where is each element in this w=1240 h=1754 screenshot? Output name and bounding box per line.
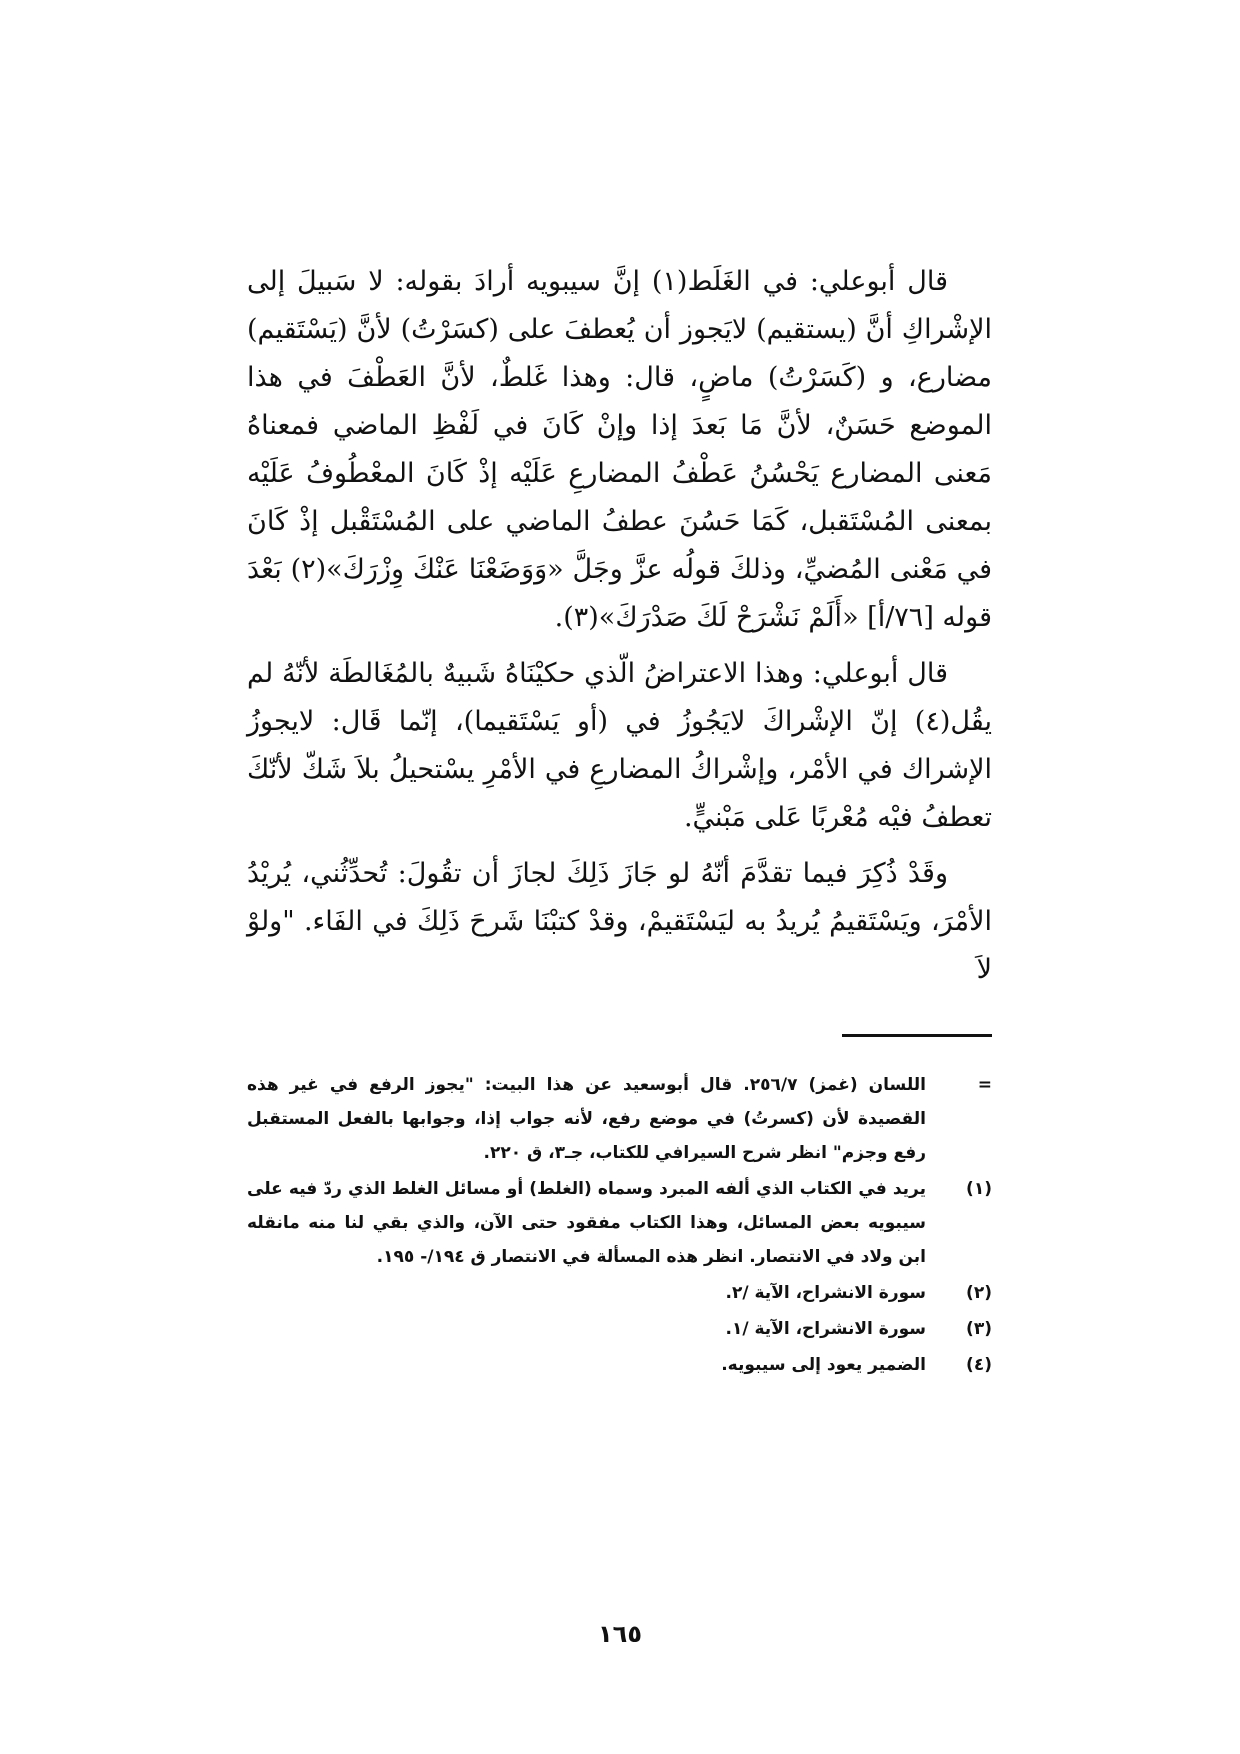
- footnote-mark: (١): [966, 1179, 992, 1199]
- footnote-text: سورة الانشراح، الآية /٢.: [725, 1283, 926, 1303]
- footnote-text: يريد في الكتاب الذي ألفه المبرد وسماه (الغلط) أو مسائل الغلط الذي ردّ فيه على سيبويه بعض المسائل، وهذا الكتاب مفقود حتى الآن، والذي بقي لنا منه مانقله ابن ولاد في الانتصار. انظر هذه المسألة في الانتصار ق ١٩٤/- ١٩٥.: [247, 1179, 926, 1267]
- footnote-mark: (٢): [966, 1283, 992, 1303]
- footnote-3: [247, 1312, 992, 1346]
- page-content: [247, 258, 992, 1384]
- footnote-mark: (٤): [966, 1355, 992, 1375]
- footnote-continued: [247, 1068, 992, 1170]
- footnote-separator: [247, 1034, 992, 1038]
- footnotes: [247, 1068, 992, 1382]
- footnote-1: [247, 1172, 992, 1274]
- footnote-rule: [842, 1034, 992, 1037]
- footnote-2: [247, 1276, 992, 1310]
- footnote-mark: =: [977, 1075, 992, 1095]
- paragraph-1: قال أبوعلي: في الغَلَط(١) إنَّ سيبويه أرادَ بقوله: لا سَبيلَ إلى الإشْراكِ أنَّ (يستقيم) لايَجوز أن يُعطفَ على (كسَرْتُ) لأنَّ (يَسْتَقيم) مضارع، و (كَسَرْتُ) ماضٍ، قال: وهذا غَلطٌ، لأنَّ العَطْفَ في هذا الموضع حَسَنٌ، لأنَّ مَا بَعدَ إذا وإنْ كَانَ في لَفْظِ الماضي فمعناهُ مَعنى المضارع يَحْسُنُ عَطْفُ المضارعِ عَلَيْه إذْ كَانَ المعْطُوفُ عَلَيْه بمعنى المُسْتَقبل، كَمَا حَسُنَ عطفُ الماضي على المُسْتَقْبل إذْ كَانَ في مَعْنى المُضيِّ، وذلكَ قولُه عزَّ وجَلَّ «وَوَضَعْنَا عَنْكَ وِزْرَكَ»(٢) بَعْدَ قوله [٧٦/أ] «أَلَمْ نَشْرَحْ لَكَ صَدْرَكَ»(٣).: [247, 266, 992, 633]
- footnote-text: سورة الانشراح، الآية /١.: [725, 1319, 926, 1339]
- paragraph-2: قال أبوعلي: وهذا الاعتراضُ الّذي حكيْنَاهُ شَبيهٌ بالمُغَالطَة لأنّهُ لم يقُل(٤) إنّ الإشْراكَ لايَجُوزُ في (أو يَسْتَقيما)، إنّما قَال: لايجوزُ الإشراك في الأمْر، وإشْراكُ المضارعِ في الأمْرِ يسْتحيلُ بلاَ شَكّ لأنّكَ تعطفُ فيْه مُعْربًا عَلى مَبْنيٍّ.: [247, 658, 992, 833]
- footnote-text: الضمير يعود إلى سيبويه.: [721, 1355, 926, 1375]
- paragraph-3: وقَدْ ذُكِرَ فيما تقدَّمَ أنّهُ لو جَازَ ذَلِكَ لجازَ أن تقُولَ: تُحدِّثُني، يُريْدُ الأمْرَ، ويَسْتَقيمُ يُريدُ به ليَسْتَقيمْ، وقدْ كتبْنَا شَرحَ ذَلِكَ في الفَاء. "ولوْ لاَ: [247, 858, 992, 985]
- footnote-mark: (٣): [966, 1319, 992, 1339]
- page-number: ١٦٥: [598, 1620, 642, 1648]
- main-text: [247, 258, 992, 994]
- footnote-text: اللسان (غمز) ٢٥٦/٧. قال أبوسعيد عن هذا البيت: "يجوز الرفع في غير هذه القصيدة لأن (كسرتُ) في موضع رفع، لأنه جواب إذا، وجوابها بالفعل المستقبل رفع وجزم" انظر شرح السيرافي للكتاب، جـ٣، ق ٢٢٠.: [247, 1075, 926, 1163]
- footnote-4: [247, 1348, 992, 1382]
